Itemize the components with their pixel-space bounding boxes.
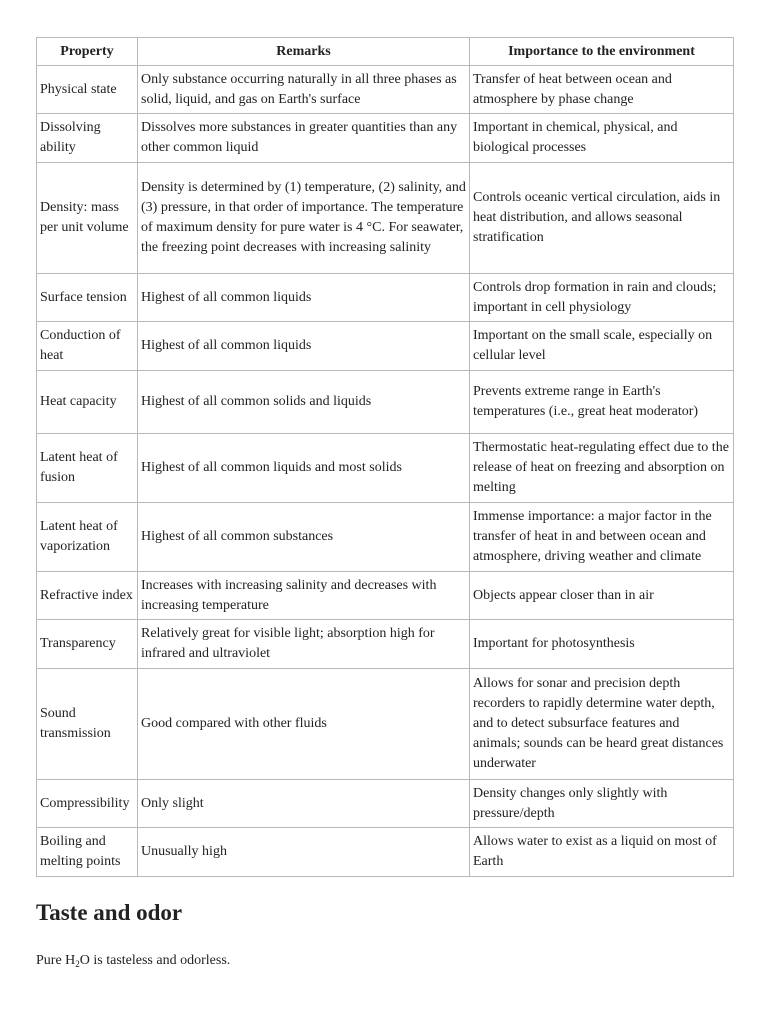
cell-importance: Thermostatic heat-regulating effect due to the release of heat on freezing and absorption on melting (470, 434, 734, 503)
cell-property: Refractive index (37, 572, 138, 620)
cell-property: Latent heat of vaporization (37, 503, 138, 572)
cell-property: Latent heat of fusion (37, 434, 138, 503)
cell-importance: Important in chemical, physical, and biological processes (470, 114, 734, 163)
cell-importance: Prevents extreme range in Earth's temperatures (i.e., great heat moderator) (470, 371, 734, 434)
cell-remarks: Increases with increasing salinity and decreases with increasing temperature (138, 572, 470, 620)
subscript-two: 2 (75, 959, 80, 969)
cell-remarks: Relatively great for visible light; absorption high for infrared and ultraviolet (138, 620, 470, 669)
cell-property: Physical state (37, 66, 138, 114)
cell-property: Sound transmission (37, 669, 138, 780)
cell-property: Heat capacity (37, 371, 138, 434)
header-remarks: Remarks (138, 38, 470, 66)
cell-importance: Controls drop formation in rain and clouds; important in cell physiology (470, 274, 734, 322)
table-row (37, 572, 734, 620)
cell-remarks: Highest of all common liquids (138, 322, 470, 371)
table-row (37, 322, 734, 371)
cell-importance: Controls oceanic vertical circulation, aids in heat distribution, and allows seasonal stratification (470, 163, 734, 274)
cell-importance: Important on the small scale, especially on cellular level (470, 322, 734, 371)
cell-property: Surface tension (37, 274, 138, 322)
table-row (37, 828, 734, 877)
water-properties-table (36, 37, 734, 877)
table-row (37, 66, 734, 114)
cell-remarks: Highest of all common substances (138, 503, 470, 572)
paragraph-text-start: Pure H (36, 953, 76, 968)
cell-property: Boiling and melting points (37, 828, 138, 877)
table-header-row (37, 38, 734, 66)
cell-remarks: Highest of all common solids and liquids (138, 371, 470, 434)
table-row (37, 114, 734, 163)
cell-importance: Allows for sonar and precision depth recorders to rapidly determine water depth, and to detect subsurface features and animals; sounds can be heard great distances underwater (470, 669, 734, 780)
cell-importance: Objects appear closer than in air (470, 572, 734, 620)
cell-remarks: Unusually high (138, 828, 470, 877)
cell-importance: Allows water to exist as a liquid on most of Earth (470, 828, 734, 877)
table-row (37, 274, 734, 322)
cell-importance: Density changes only slightly with pressure/depth (470, 780, 734, 828)
cell-importance: Transfer of heat between ocean and atmosphere by phase change (470, 66, 734, 114)
cell-remarks: Only substance occurring naturally in all three phases as solid, liquid, and gas on Earth's surface (138, 66, 470, 114)
cell-importance: Immense importance: a major factor in the transfer of heat in and between ocean and atmosphere, driving weather and climate (470, 503, 734, 572)
table-row (37, 163, 734, 274)
cell-remarks: Dissolves more substances in greater quantities than any other common liquid (138, 114, 470, 163)
cell-remarks: Good compared with other fluids (138, 669, 470, 780)
table-row (37, 620, 734, 669)
paragraph-text-end: O is tasteless and odorless. (79, 953, 231, 968)
cell-property: Density: mass per unit volume (37, 163, 138, 274)
cell-remarks: Highest of all common liquids (138, 274, 470, 322)
table-row (37, 669, 734, 780)
section-heading: Taste and odor (36, 900, 183, 925)
cell-property: Transparency (37, 620, 138, 669)
cell-property: Conduction of heat (37, 322, 138, 371)
cell-remarks: Highest of all common liquids and most solids (138, 434, 470, 503)
section-paragraph (36, 951, 230, 971)
table-row (37, 371, 734, 434)
table-row (37, 434, 734, 503)
header-property: Property (37, 38, 138, 66)
cell-remarks: Only slight (138, 780, 470, 828)
cell-remarks: Density is determined by (1) temperature, (2) salinity, and (3) pressure, in that order of importance. The temperature of maximum density for pure water is 4 °C. For seawater, the freezing point decreases with increasing salinity (138, 163, 470, 274)
cell-importance: Important for photosynthesis (470, 620, 734, 669)
cell-property: Compressibility (37, 780, 138, 828)
header-importance: Importance to the environment (470, 38, 734, 66)
table-row (37, 503, 734, 572)
table-row (37, 780, 734, 828)
cell-property: Dissolving ability (37, 114, 138, 163)
